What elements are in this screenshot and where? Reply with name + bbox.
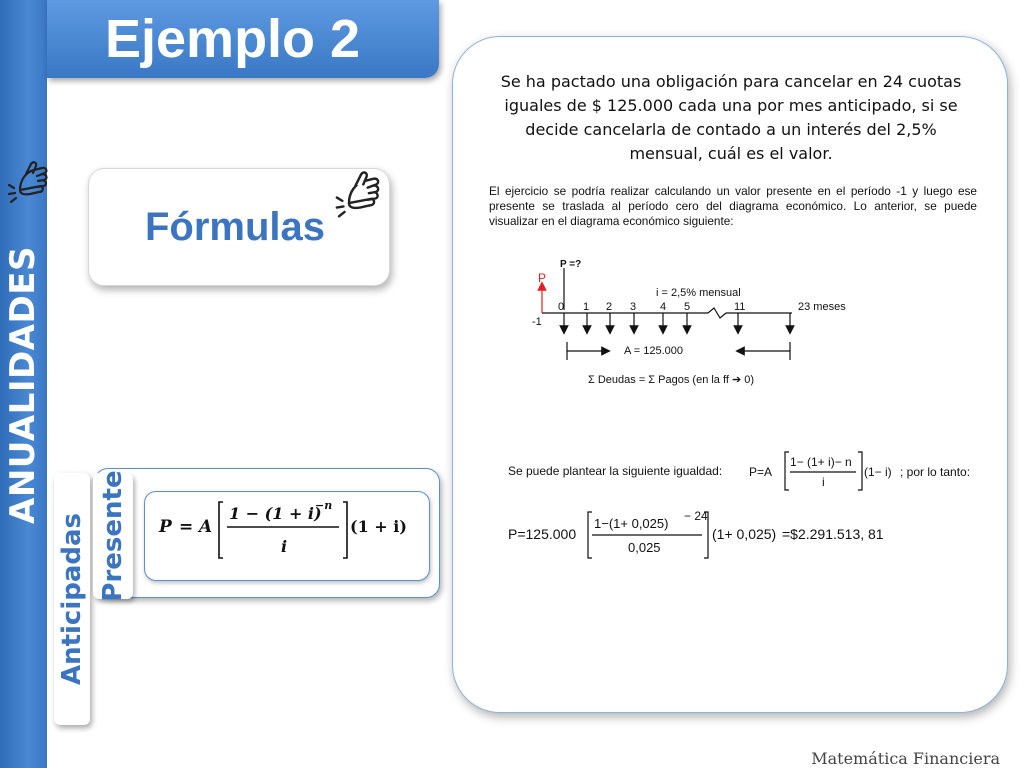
period-4: 4 bbox=[660, 301, 667, 313]
formula-numerator: 1 − (1 + i) bbox=[229, 504, 322, 523]
period-1: 1 bbox=[583, 301, 590, 313]
tab-anticipadas[interactable] bbox=[54, 473, 90, 725]
tab-presente-label: Presente bbox=[98, 470, 128, 602]
tab-presente[interactable] bbox=[93, 470, 133, 602]
tab-anticipadas-label: Anticipadas bbox=[57, 512, 87, 686]
page-title: Ejemplo 2 bbox=[105, 9, 361, 69]
annuity-formula bbox=[145, 492, 429, 580]
period-0: 0 bbox=[558, 301, 565, 313]
calc-exponent: − 24 bbox=[684, 509, 708, 523]
period-5: 5 bbox=[684, 301, 691, 313]
equality-formula bbox=[506, 448, 986, 496]
calc-lhs: P=125.000 bbox=[508, 526, 577, 542]
calculation-formula bbox=[506, 508, 906, 564]
cash-flow-diagram bbox=[528, 250, 868, 395]
footer-course-name: Matemática Financiera bbox=[811, 749, 1000, 768]
pointing-hand-icon[interactable] bbox=[6, 160, 54, 218]
equality-numerator: 1− (1+ i)− n bbox=[790, 455, 852, 469]
balance-label: Σ Deudas = Σ Pagos (en la ff ➔ 0) bbox=[588, 374, 755, 386]
formulas-label: Fórmulas bbox=[145, 205, 326, 249]
period-3: 3 bbox=[630, 301, 637, 313]
p-question-label: P =? bbox=[560, 259, 582, 270]
equality-factor: (1− i) bbox=[864, 465, 892, 479]
annuity-formula-box bbox=[144, 491, 430, 581]
equality-suffix: ; por lo tanto: bbox=[900, 465, 971, 479]
calc-denominator: 0,025 bbox=[628, 540, 661, 555]
formula-p: P bbox=[159, 517, 172, 537]
calc-result: =$2.291.513, 81 bbox=[782, 526, 884, 542]
calc-factor: (1+ 0,025) bbox=[712, 526, 777, 542]
payment-label: A = 125.000 bbox=[624, 345, 684, 357]
explanation-text: El ejercicio se podría realizar calculando un valor presente en el período -1 y luego ese presente se traslada al período cero del diagrama económico. Lo anterior, se puede visualizar en el diagrama económico siguiente: bbox=[489, 184, 977, 228]
interest-label: i = 2,5% mensual bbox=[656, 287, 741, 299]
pointing-hand-icon[interactable] bbox=[332, 170, 388, 234]
formula-exponent: −n bbox=[315, 499, 333, 512]
period-2: 2 bbox=[606, 301, 613, 313]
period-11: 11 bbox=[734, 301, 746, 313]
formula-denominator: i bbox=[281, 537, 288, 556]
formula-eq: = bbox=[179, 517, 194, 537]
equality-intro: Se puede plantear la siguiente igualdad: bbox=[508, 464, 723, 478]
minus-one-label: -1 bbox=[532, 316, 542, 328]
formula-factor: (1 + i) bbox=[350, 517, 407, 536]
end-label: 23 meses bbox=[798, 301, 846, 313]
calc-numerator: 1−(1+ 0,025) bbox=[594, 516, 669, 531]
problem-statement: Se ha pactado una obligación para cancelar en 24 cuotas iguales de $ 125.000 cada una por mes anticipado, si se decide cancelarla de contado a un interés del 2,5% mensual, cuál es el valor. bbox=[500, 72, 962, 163]
sidebar-label: ANUALIDADES bbox=[3, 246, 43, 524]
title-bar bbox=[47, 0, 439, 78]
equality-lhs: P=A bbox=[749, 465, 773, 479]
sidebar bbox=[0, 0, 47, 768]
equality-denominator: i bbox=[822, 475, 825, 489]
formula-a: A bbox=[199, 517, 213, 537]
p-label: P bbox=[538, 271, 547, 285]
